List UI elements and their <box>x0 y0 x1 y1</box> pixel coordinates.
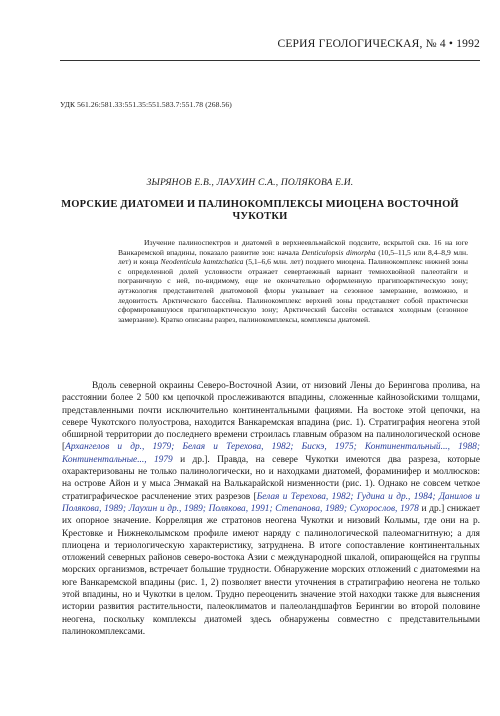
abstract-paragraph <box>118 238 468 324</box>
article-authors: ЗЫРЯНОВ Е.В., ЛАУХИН С.А., ПОЛЯКОВА Е.И. <box>146 178 354 188</box>
citation-link-2[interactable]: Белая и Терехова, 1982; Гудина и др., 1984; Данилов и Полякова, 1989; Лаухин и др., 1989; Полякова, 1991; Степанова, 1989; Сухорослов, 1978 <box>62 491 480 514</box>
species-name-2: Neodenticula kamtzchatica <box>160 257 244 267</box>
article-title <box>40 199 480 223</box>
body-text-2: и др.]. Правда, на севере Чукотки имеются два разреза, которые охарактеризованы не только палинологически, но и находками диатомей, фораминифер и моллюсков: на острове Айон и у мыса Энмакай на Валькарайской низменности (рис. 1). Однако не совсем четкое стратиграфическое расчленение этих разрезов [ <box>62 454 480 502</box>
article-title-line-2: ЧУКОТКИ <box>232 211 288 222</box>
article-title-line-1: МОРСКИЕ ДИАТОМЕИ И ПАЛИНОКОМПЛЕКСЫ МИОЦЕНА ВОСТОЧНОЙ <box>61 199 459 210</box>
species-name-1: Denticulopsis dimorpha <box>301 247 376 257</box>
header-rule <box>60 60 480 61</box>
body-text-3: и др.] снижает их опорное значение. Корреляция же стратонов неогена Чукотки и низовий Колымы, где они на р. Крестовке и Нижнеколымском профиле имеют наряду с палинологической палеомагнитную; а для плиоцена и териологическую характеристику, затруднена. В итоге сопоставление континентальных отложений северных районов северо-востока Азии с международной шкалой, опирающейся на группы морских организмов, встречает большие трудности. Обнаружение морских отложений с диатомеями на юге Ванкаремской впадины (рис. 1, 2) позволяет внести уточнения в стратиграфию неогена не только этой впадины, но и Чукотки в целом. Трудно переоценить значение этой находки также для выяснения истории развития растительности, палеоклиматов и палеоландшафтов Берингии во второй половине неогена, поскольку комплексы диатомей здесь обнаружены совместно с представительными палинокомплексами. <box>62 503 480 637</box>
abstract-text-1: Изучение палиноспектров и диатомей в верхнеевльмайской подсвите, вскрытой скв. 16 на юге Ванкаремской впадины, показало развитие зон: начала <box>118 238 468 257</box>
article-body <box>62 380 480 638</box>
body-paragraph <box>62 380 480 638</box>
journal-header: СЕРИЯ ГЕОЛОГИЧЕСКАЯ, № 4 • 1992 <box>277 38 480 50</box>
citation-link-1[interactable]: Архангелов и др., 1979; Белая и Терехова, 1982; Бискэ, 1975; Континентальный..., 1988; Континентальные..., 1979 <box>62 442 480 465</box>
abstract-text-2: (10,5–11,5 или 8,4–8,9 млн. лет) и конца <box>118 247 468 267</box>
udc-code: УДК 561.26:581.33:551.35:551.583.7:551.78 (268.56) <box>60 100 232 109</box>
article-abstract <box>118 238 468 324</box>
abstract-text-3: (5,1–6,6 млн. лет) позднего миоцена. Палинокомплекс нижней зоны с определенной долей условности отражает севертаежный вариант темнохвойной палеотайги и пограничную с ней, по-видимому, еще не окончательно оформленную прагипоарктическую зону; аутэкология представителей диатомовой флоры указывает на сезонное замерзание, возможно, и ледовитость Арктического бассейна. Палинокомплекс верхней зоны представляет собой практически сформировавшуюся прагипоарктическую зону; Арктический бассейн оставался холодным (сезонное замерзание). Кратко описаны разрез, палинокомплексы, комплексы диатомей. <box>118 257 468 324</box>
body-text-1: Вдоль северной окраины Северо-Восточной Азии, от низовий Лены до Берингова пролива, на расстоянии более 2 500 км цепочкой прослеживаются впадины, сложенные кайнозойскими толщами, представленными почти исключительно континентальными фациями. На востоке этой цепочки, на севере Чукотского полуострова, находится Ванкаремская впадина (рис. 1). Стратиграфия неогена этой обширной территории до последнего времени строилась главным образом на палинологической основе [ <box>62 381 480 453</box>
